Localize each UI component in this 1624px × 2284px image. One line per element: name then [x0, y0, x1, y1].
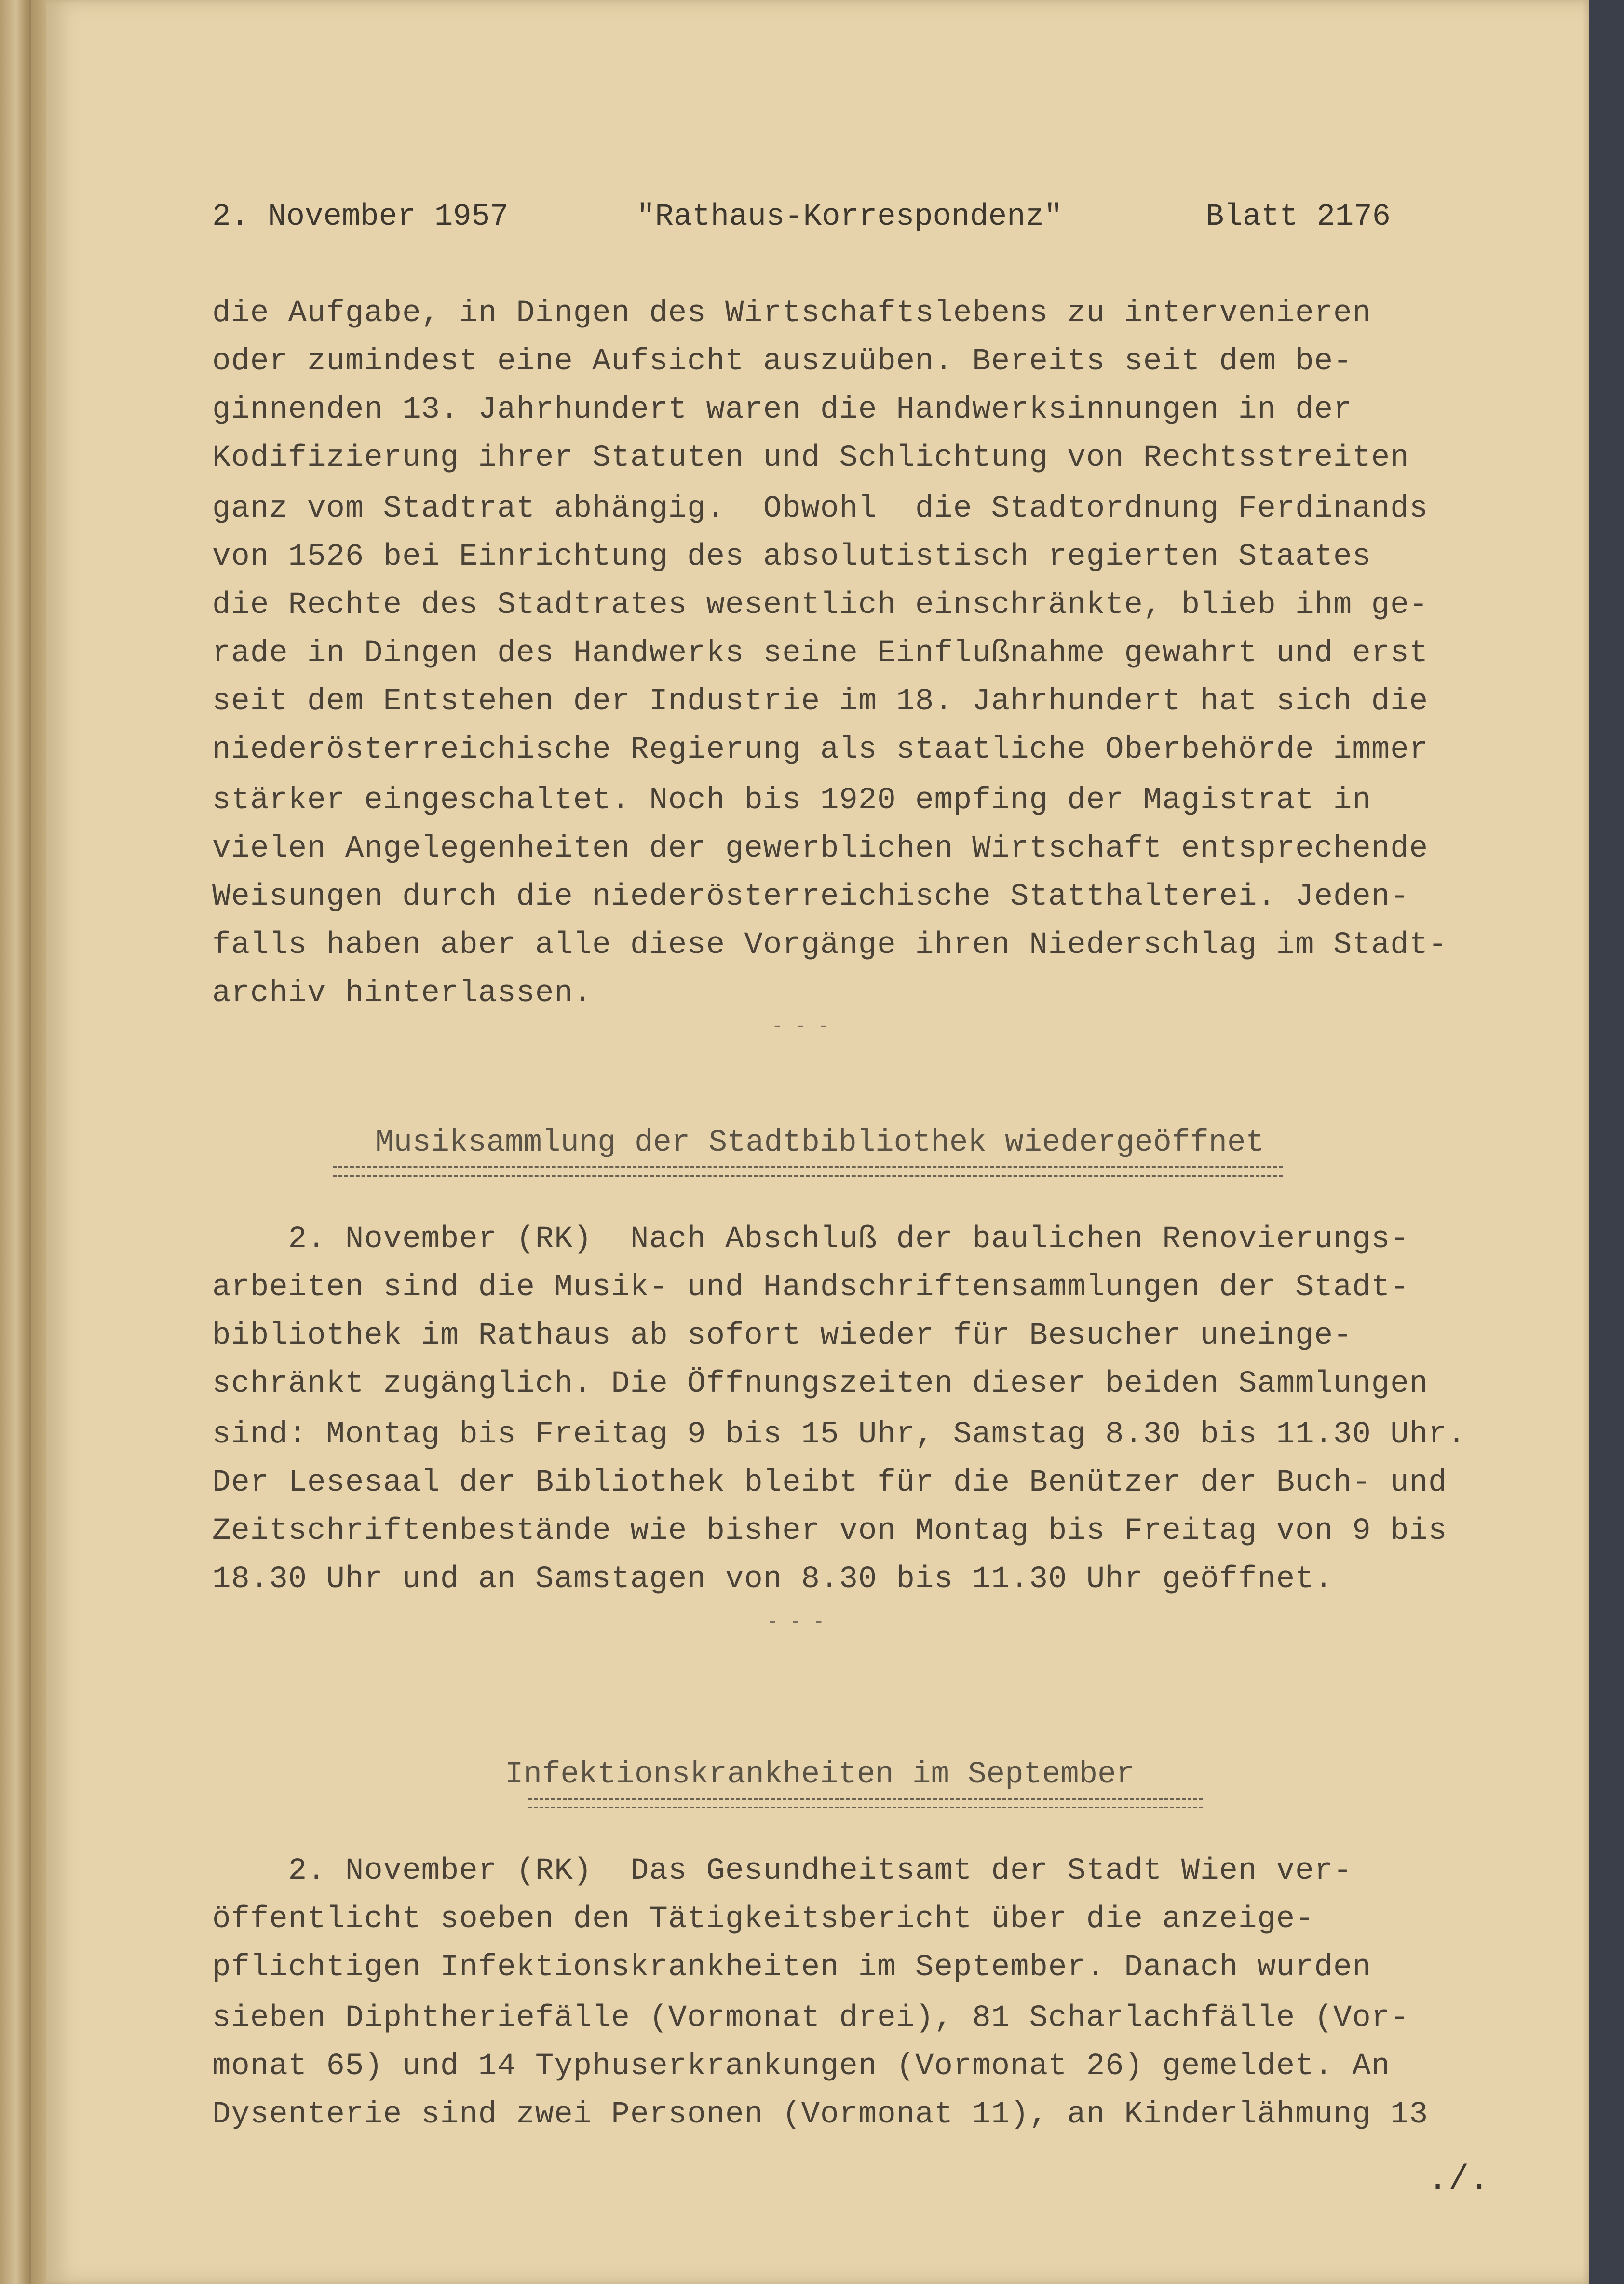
section-heading-musiksammlung: Musiksammlung der Stadtbibliothek wiedergeöffnet	[375, 1126, 1264, 1160]
paragraph-line: bibliothek im Rathaus ab sofort wieder für Besucher uneinge-	[212, 1319, 1353, 1353]
continuation-mark: ./.	[1427, 2160, 1490, 2200]
paragraph-line: stärker eingeschaltet. Noch bis 1920 empfing der Magistrat in	[212, 783, 1371, 818]
header-sheet: Blatt 2176	[1205, 200, 1391, 234]
paragraph-line: sieben Diphtheriefälle (Vormonat drei), 81 Scharlachfälle (Vor-	[212, 2001, 1409, 2036]
paragraph-line: ginnenden 13. Jahrhundert waren die Handwerksinnungen in der	[212, 393, 1353, 427]
paragraph-line: arbeiten sind die Musik- und Handschriftensammlungen der Stadt-	[212, 1270, 1409, 1305]
paragraph-line: 2. November (RK) Nach Abschluß der baulichen Renovierungs-	[212, 1222, 1409, 1257]
paragraph-line: sind: Montag bis Freitag 9 bis 15 Uhr, Samstag 8.30 bis 11.30 Uhr.	[212, 1417, 1466, 1452]
paragraph-line: oder zumindest eine Aufsicht auszuüben. Bereits seit dem be-	[212, 344, 1353, 379]
paragraph-line: archiv hinterlassen.	[212, 976, 593, 1011]
paragraph-line: falls haben aber alle diese Vorgänge ihren Niederschlag im Stadt-	[212, 928, 1448, 963]
paragraph-line: vielen Angelegenheiten der gewerblichen Wirtschaft entsprechende	[212, 831, 1428, 866]
paragraph-line: ganz vom Stadtrat abhängig. Obwohl die Stadtordnung Ferdinands	[212, 491, 1428, 526]
heading-underline	[333, 1166, 1283, 1177]
section-separator: - - -	[771, 1016, 830, 1038]
binding-strip	[0, 0, 46, 2284]
header-date: 2. November 1957	[212, 200, 509, 234]
paragraph-line: rade in Dingen des Handwerks seine Einflußnahme gewahrt und erst	[212, 636, 1428, 671]
paragraph-line: Der Lesesaal der Bibliothek bleibt für die Benützer der Buch- und	[212, 1466, 1448, 1500]
paragraph-line: schränkt zugänglich. Die Öffnungszeiten dieser beiden Sammlungen	[212, 1367, 1428, 1401]
paragraph-line: monat 65) und 14 Typhuserkrankungen (Vormonat 26) gemeldet. An	[212, 2049, 1391, 2084]
paragraph-line: Kodifizierung ihrer Statuten und Schlichtung von Rechtsstreiten	[212, 441, 1409, 476]
section-heading-infektionskrankheiten: Infektionskrankheiten im September	[505, 1757, 1135, 1792]
paragraph-line: Dysenterie sind zwei Personen (Vormonat 11), an Kinderlähmung 13	[212, 2097, 1428, 2132]
background-edge	[1589, 0, 1624, 2284]
paragraph-line: niederösterreichische Regierung als staatliche Oberbehörde immer	[212, 733, 1428, 767]
paragraph-line: seit dem Entstehen der Industrie im 18. Jahrhundert hat sich die	[212, 684, 1428, 719]
header-publication: "Rathaus-Korrespondenz"	[636, 200, 1063, 234]
paragraph-line: pflichtigen Infektionskrankheiten im September. Danach wurden	[212, 1950, 1371, 1985]
paragraph-line: Weisungen durch die niederösterreichische Statthalterei. Jeden-	[212, 880, 1409, 914]
paragraph-line: 2. November (RK) Das Gesundheitsamt der Stadt Wien ver-	[212, 1854, 1353, 1889]
section-separator: - - -	[767, 1612, 825, 1633]
paragraph-line: Zeitschriftenbestände wie bisher von Montag bis Freitag von 9 bis	[212, 1514, 1448, 1549]
paragraph-line: die Aufgabe, in Dingen des Wirtschaftslebens zu intervenieren	[212, 296, 1371, 331]
paragraph-line: 18.30 Uhr und an Samstagen von 8.30 bis 11.30 Uhr geöffnet.	[212, 1562, 1333, 1597]
paragraph-line: von 1526 bei Einrichtung des absolutistisch regierten Staates	[212, 540, 1371, 574]
paragraph-line: die Rechte des Stadtrates wesentlich einschränkte, blieb ihm ge-	[212, 588, 1428, 623]
paragraph-line: öffentlicht soeben den Tätigkeitsbericht über die anzeige-	[212, 1902, 1314, 1937]
heading-underline	[528, 1798, 1203, 1808]
binding-fold	[29, 0, 31, 2284]
